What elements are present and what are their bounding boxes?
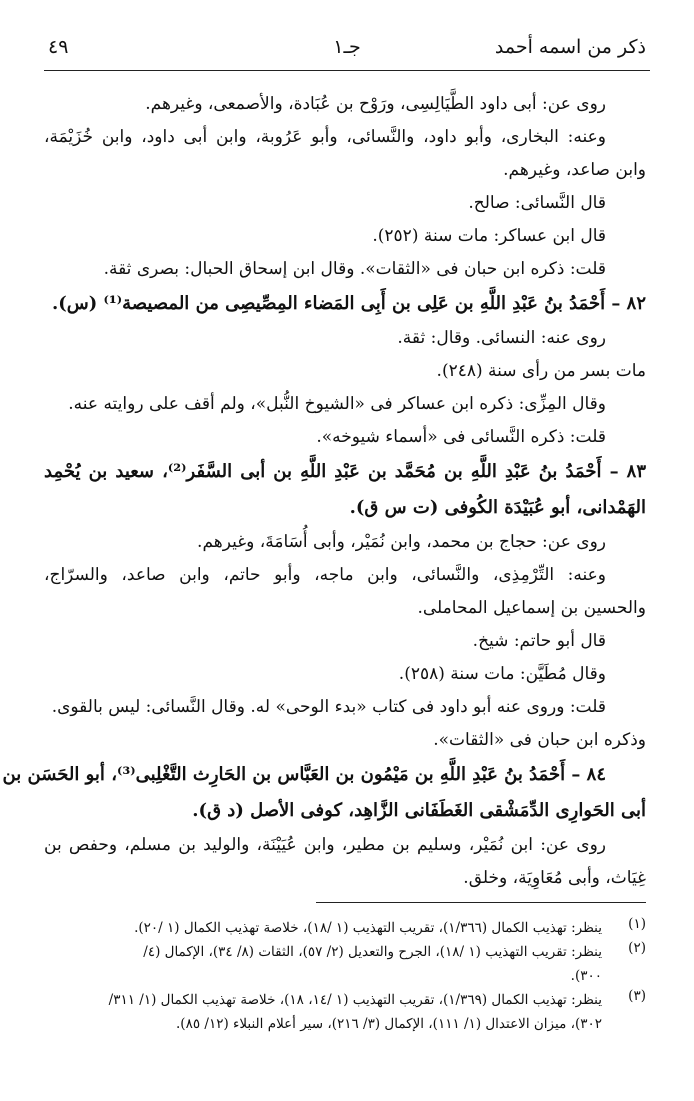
text-line: قلت: ذكره ابن حبان فى «الثقات». وقال ابن إسحاق الحبال: بصرى ثقة. (103, 259, 606, 279)
text-line: قال النَّسائى: صالح. (468, 193, 606, 213)
entry-heading-84: ٨٤ – أَحْمَدُ بنُ عَبْدِ اللَّهِ بن مَيْمُون بن العَبَّاس بن الحَارِث التَّغْلِبى⁽³⁾، أبو الحَسَن بن (2, 764, 606, 785)
text-line: مات بسر من رأى سنة (٢٤٨). (436, 361, 646, 381)
text-line: والحسين بن إسماعيل المحاملى. (417, 598, 646, 618)
footnote-number: (١) (628, 916, 646, 932)
entry-heading-82: ٨٢ – أَحْمَدُ بنُ عَبْدِ اللَّهِ بن عَلِى بن أَبِى المَضاء المِصِّيصِى من المصيصة⁽¹⁾ (س). (51, 293, 646, 314)
text-line: روى عن: حجاج بن محمد، وابن نُمَيْر، وأبى أُسَامَةَ، وغيرهم. (197, 532, 606, 552)
entry-heading-83-cont: الهَمْدانى، أبو عُبَيْدَة الكُوفى (ت س ق). (349, 497, 646, 518)
footnote-3 (44, 988, 646, 1036)
footnote-text: ٣٠٠). (570, 968, 602, 984)
text-line: وعنه: التِّرْمِذِى، والنَّسائى، وابن ماجه، وأبو حاتم، وابن صاعد، والسرّاج، (44, 565, 606, 585)
text-line: روى عن: ابن نُمَيْر، وسليم بن مطير، وابن عُيَيْنَة، والوليد بن مسلم، وحفص بن (44, 835, 606, 855)
footnote-text: ينظر: تهذيب الكمال (١/٣٦٦)، تقريب التهذيب (١ /١٨)، خلاصة تهذيب الكمال (١ /٢٠). (134, 920, 602, 936)
page-number: ٤٩ (48, 36, 69, 58)
footnote-2 (44, 940, 646, 988)
text-line: وقال المِزِّى: ذكره ابن عساكر فى «الشيوخ النُّبل»، ولم أقف على روايته عنه. (68, 394, 606, 414)
text-line: وابن صاعد، وغيرهم. (503, 160, 646, 180)
footnote-number: (٢) (628, 940, 646, 956)
text-line: قال أبو حاتم: شيخ. (472, 631, 606, 651)
volume-label: جـ١ (333, 36, 361, 58)
running-title: ذكر من اسمه أحمد (494, 36, 646, 58)
entry-heading-84-cont: أبى الحَوارِى الدِّمَشْقى الغَطَفَانى الزَّاهِد، كوفى الأصل (د ق). (192, 800, 646, 821)
text-line: قلت: ذكره النَّسائى فى «أسماء شيوخه». (316, 427, 606, 447)
footnote-text: ينظر: تقريب التهذيب (١ /١٨)، الجرح والتعديل (٢/ ٥٧)، الثقات (٨/ ٣٤)، الإكمال (٤/ (143, 944, 602, 960)
text-line: قلت: وروى عنه أبو داود فى كتاب «بدء الوحى» له. وقال النَّسائى: ليس بالقوى. (51, 697, 606, 717)
footnote-text: ينظر: تهذيب الكمال (١/٣٦٩)، تقريب التهذيب (١ /١٤، ١٨)، خلاصة تهذيب الكمال (١/ ٣١١/ (108, 992, 602, 1008)
text-line: وعنه: البخارى، وأبو داود، والنَّسائى، وأبو عَرُوبة، وابن أبى داود، وابن خُزَيْمَة، (44, 127, 606, 147)
page-header (44, 30, 650, 71)
footnote-text: ٣٠٢)، ميزان الاعتدال (١/ ١١١)، الإكمال (٣/ ٢١٦)، سير أعلام النبلاء (١٢/ ٨٥). (176, 1016, 602, 1032)
text-line: قال ابن عساكر: مات سنة (٢٥٢). (372, 226, 606, 246)
text-line: غِيَاث، وأبى مُعَاوِيَة، وخلق. (463, 868, 646, 888)
entry-heading-83: ٨٣ – أَحْمَدُ بنُ عَبْدِ اللَّهِ بن مُحَمَّد بن عَبْدِ اللَّهِ بن أبى السَّفَر⁽²⁾، سعيد بن يُحْمِد (44, 461, 647, 482)
footnote-1 (44, 916, 646, 940)
main-text (2, 88, 647, 895)
footnote-divider (316, 902, 646, 903)
text-line: روى عن: أبى داود الطَّيَالِسِى، ورَوْح بن عُبَادة، والأصمعى، وغيرهم. (145, 94, 606, 114)
text-line: روى عنه: النسائى. وقال: ثقة. (397, 328, 606, 348)
footnote-number: (٣) (628, 988, 646, 1004)
text-line: وقال مُطَيَّن: مات سنة (٢٥٨). (398, 664, 606, 684)
footnotes (44, 916, 646, 1036)
text-line: وذكره ابن حبان فى «الثقات». (433, 730, 646, 750)
